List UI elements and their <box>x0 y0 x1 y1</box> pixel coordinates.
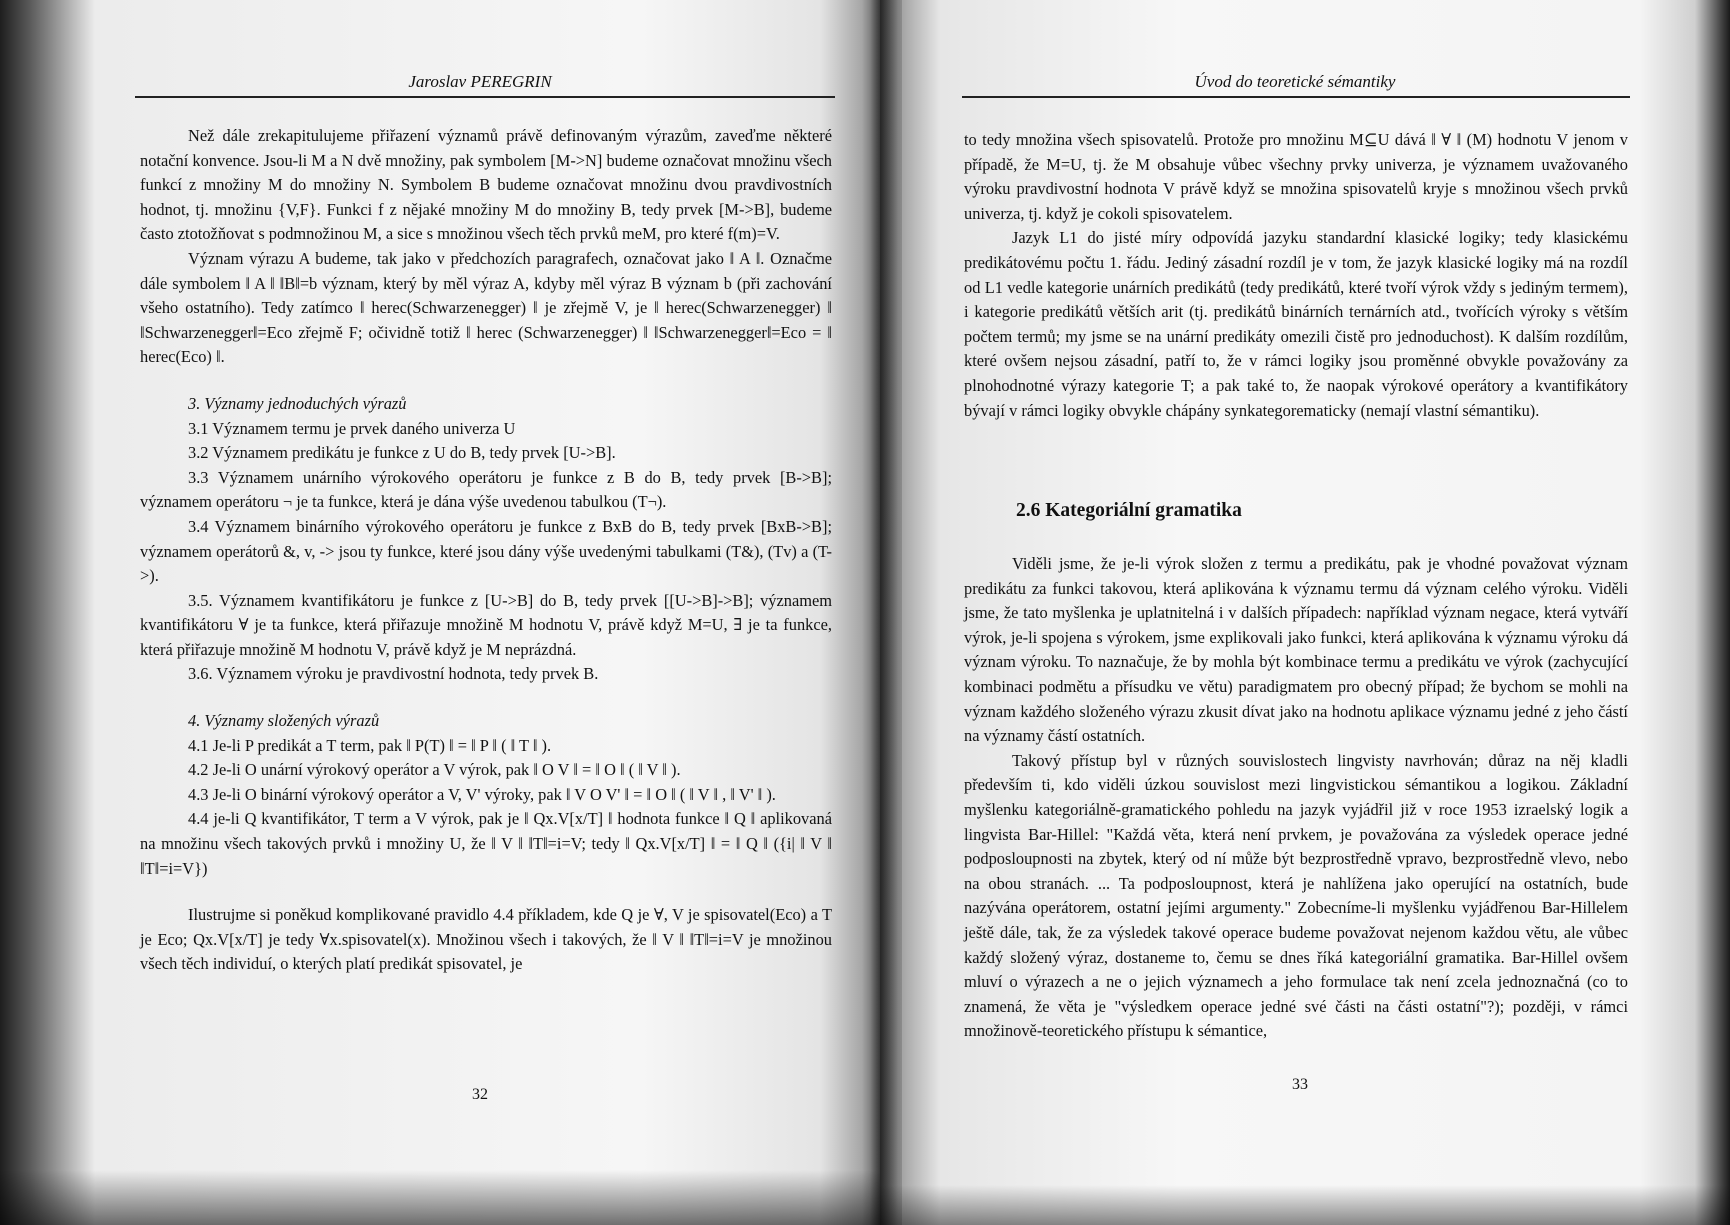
right-body-bottom <box>964 552 1628 1044</box>
running-head-right: Úvod do teoretické sémantiky <box>1194 72 1396 91</box>
paragraph: Jazyk L1 do jisté míry odpovídá jazyku standardní klasické logiky; tedy klasickému predikátovému počtu 1. řádu. Jediný zásadní rozdíl je v tom, že jazyk klasické logiky má na rozdíl od L1 vedle kategorie unárních predikátů (tedy predikátů, které tvoří výrok vždy s jediným termem), i kategorie predikátů větších arit (tj. predikátů binárních ternárních atd., tvořících výroky s větším počtem termů; my jsme se na unární predikáty omezili čistě pro jednoduchost). K dalším rozdílům, které ovšem nejsou zásadní, patří to, že v rámci logiky jsou proměnné obvykle považovány za plnohodnotné výrazy kategorie T; a pak také to, že naopak výrokové operátory a kvantifikátory bývají v rámci logiky obvykle chápány synkategorematicky (nemají vlastní sémantiku). <box>964 228 1628 420</box>
list-item: 3.2 Významem predikátu je funkce z U do B, tedy prvek [U->B]. <box>188 443 616 463</box>
list-item: 3.4 Významem binárního výrokového operátoru je funkce z BxB do B, tedy prvek [BxB->B]; významem operátorů &, v, -> jsou ty funkce, které jsou dány výše uvedenými tabulkami (T&), (Tv) a (T->). <box>140 516 832 586</box>
book-gutter <box>862 0 902 1225</box>
list-item: 3.3 Významem unárního výrokového operátoru je funkce z B do B, tedy prvek [B->B]; významem operátoru ¬ je ta funkce, která je dána výše uvedenou tabulkou (T¬). <box>140 467 832 512</box>
page-number-left: 32 <box>472 1086 488 1103</box>
right-body-top <box>964 128 1628 423</box>
list-item: 4.4 je-li Q kvantifikátor, T term a V výrok, pak je ‖ Qx.V[x/T] ‖ hodnota funkce ‖ Q ‖ aplikovaná na množinu všech takových prvků i množiny U, že ‖ V ‖ ‖T‖=i=V; tedy ‖ Qx.V[x/T] ‖ = ‖ Q ‖ ({i| ‖ V ‖ ‖T‖=i=V}) <box>140 809 832 878</box>
header-rule-right <box>962 96 1630 98</box>
spacer <box>140 881 832 903</box>
list-item: 4.3 Je-li O binární výrokový operátor a V, V' výroky, pak ‖ V O V' ‖ = ‖ O ‖ ( ‖ V ‖ , ‖ V' ‖ ). <box>188 784 776 804</box>
right-page <box>880 0 1730 1225</box>
paragraph: to tedy množina všech spisovatelů. Protože pro množinu M⊆U dává ‖ ∀ ‖ (M) hodnotu V jenom v případě, že M=U, tj. že M obsahuje vůbec všechny prvky univerza, je významem uvažovaného výroku pravdivostní hodnota V právě když se množina spisovatelů kryje s množinou všech prvků univerza, tj. když je cokoli spisovatelem. <box>964 130 1628 223</box>
header-rule-left <box>135 96 835 98</box>
section-title: 3. Významy jednoduchých výrazů <box>188 393 407 413</box>
paragraph: Ilustrujme si poněkud komplikované pravidlo 4.4 příkladem, kde Q je ∀, V je spisovatel(Eco) a T je Eco; Qx.V[x/T] je tedy ∀x.spisovatel(x). Množinou všech i takových, že ‖ V ‖ ‖T‖=i=V je množinou všech těch individuí, o kterých platí predikát spisovatel, je <box>140 905 832 974</box>
list-item: 3.5. Významem kvantifikátoru je funkce z [U->B] do B, tedy prvek [[U->B]->B]; významem kvantifikátoru ∀ je ta funkce, která přiřazuje množině M hodnotu V, právě když M=U, ∃ je ta funkce, která přiřazuje množině M hodnotu V, právě když je M neprázdná. <box>140 590 832 659</box>
paragraph: Význam výrazu A budeme, tak jako v předchozích paragrafech, označovat jako ‖ A ‖. Označme dále symbolem ‖ A ‖ ‖B‖=b význam, který by měl výraz A, kdyby měl výraz B význam b (při zachování všeho ostatního). Tedy zatímco ‖ herec(Schwarzenegger) ‖ je zřejmě V, je ‖ herec(Schwarzenegger) ‖ ‖Schwarzenegger‖=Eco zřejmě F; očividně totiž ‖ herec (Schwarzenegger) ‖ ‖Schwarzenegger‖=Eco = ‖ herec(Eco) ‖. <box>140 248 832 367</box>
list-item: 3.6. Významem výroku je pravdivostní hodnota, tedy prvek B. <box>188 664 599 684</box>
list-item: 3.1 Významem termu je prvek daného univerza U <box>188 418 516 438</box>
list-item: 4.2 Je-li O unární výrokový operátor a V výrok, pak ‖ O V ‖ = ‖ O ‖ ( ‖ V ‖ ). <box>188 760 681 780</box>
page-number-right: 33 <box>1292 1076 1308 1093</box>
section-title: 4. Významy složených výrazů <box>188 711 380 731</box>
left-body <box>140 124 832 977</box>
paragraph: Než dále zrekapitulujeme přiřazení významů právě definovaným výrazům, zaveďme některé notační konvence. Jsou-li M a N dvě množiny, pak symbolem [M->N] budeme označovat množinu všech funkcí z množiny M do množiny N. Symbolem B budeme označovat množinu dvou pravdivostních hodnot, tj. množinu {V,F}. Funkci f z nějaké množiny M do množiny B, tedy prvek [M->B], budeme často ztotožňovat s podmnožinou M, a sice s množinou všech těch prvků meM, pro které f(m)=V. <box>140 126 832 244</box>
paragraph: Takový přístup byl v různých souvislostech lingvisty navrhován; důraz na něj kladli především ti, kdo viděli úzkou souvislost mezi lingvistickou sémantikou a logikou. Základní myšlenku kategoriálně-gramatického pohledu na jazyk vyjádřil již v roce 1953 izraelský logik a lingvista Bar-Hillel: "Každá věta, která není prvkem, je považována za výsledek operace jedné podposloupnosti na zbytek, který od ní může být bezprostředně vpravo, bezprostředně vlevo, nebo na obou stranách. ... Ta podposloupnost, která je nahlížena jako operující na ostatních, bude nazývána operátorem, ostatní jejími argumenty." Zobecníme-li myšlenku vyjádřenou Bar-Hillelem ještě dále, tak, že za výsledek takové operace budeme považovat nejenom každou větu, ale vůbec každý složený výraz, dostaneme to, čemu se dnes říká kategoriální gramatika. Bar-Hillel ovšem mluví o výrazech a ne o jejich významech a jeho formulace tak není zcela jednoznačná (co to znamená, že věta je "výsledkem operace jedné své části na části ostatní"?); později, v rámci množinově-teoretického přístupu k sémantice, <box>964 750 1628 1041</box>
paragraph: Viděli jsme, že je-li výrok složen z termu a predikátu, pak je vhodné považovat význam predikátu za funkci takovou, která aplikována k významu termu dá význam celého výroku. Viděli jsme, že tato myšlenka je uplatnitelná i v dalších případech: například význam negace, která vytváří výrok, je-li spojena s výrokem, jsme explikovali jako funkci, která aplikována k významu výroku dá význam výroku. To naznačuje, že by mohla být kombinace termu a predikátu ve výrok (zachycující kombinaci podmětu a přísudku ve větu) paradigmatem pro obecný případ; že bychom se mohli na význam každého složeného výrazu zkusit dívat jako na hodnotu aplikace významu jedné z jeho částí na významy částí ostatních. <box>964 554 1628 746</box>
section-heading: 2.6 Kategoriální gramatika <box>1016 500 1242 521</box>
running-head-left: Jaroslav PEREGRIN <box>408 72 552 91</box>
list-item: 4.1 Je-li P predikát a T term, pak ‖ P(T) ‖ = ‖ P ‖ ( ‖ T ‖ ). <box>188 735 552 755</box>
